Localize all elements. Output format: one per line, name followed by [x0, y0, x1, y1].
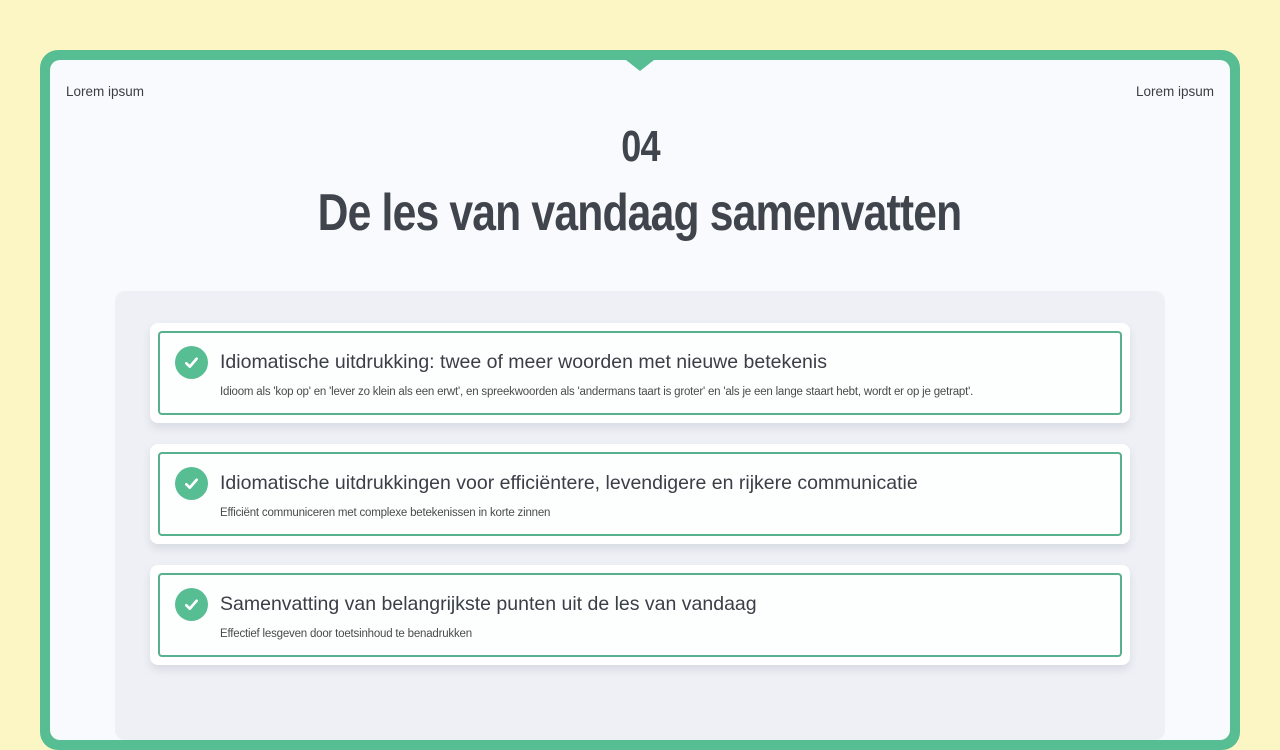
check-badge: [175, 467, 208, 500]
header-right-label: Lorem ipsum: [1135, 84, 1214, 99]
checklist-item-box: [158, 573, 1122, 657]
checklist-item-title: Idiomatische uitdrukkingen voor efficiëntere, levendigere en rijkere communicatie: [220, 472, 918, 494]
slide-number-row: [50, 122, 1230, 171]
check-icon: [182, 474, 201, 493]
checklist-item-description: Idioom als 'kop op' en 'lever zo klein als een erwt', en spreekwoorden als 'andermans taart is groter' en 'als je een lange staart hebt, wordt er op je getrapt'.: [220, 386, 974, 398]
checklist-item: [150, 444, 1130, 544]
header-left-label: Lorem ipsum: [66, 84, 145, 99]
slide-number: 04: [620, 122, 660, 171]
checklist-item: [150, 565, 1130, 665]
checklist-item-box: [158, 452, 1122, 536]
checklist-panel: [115, 291, 1165, 740]
slide-title: De les van vandaag samenvatten: [318, 184, 962, 242]
checklist-item-header: [175, 467, 1110, 500]
slide-card-body: [50, 60, 1230, 740]
checklist-item: [150, 323, 1130, 423]
checklist-item-title: Samenvatting van belangrijkste punten uit de les van vandaag: [220, 593, 757, 615]
checklist-item-description: Effectief lesgeven door toetsinhoud te benadrukken: [220, 628, 472, 640]
checklist-item-header: [175, 346, 1110, 379]
check-badge: [175, 588, 208, 621]
checklist-item-header: [175, 588, 1110, 621]
checklist-item-title: Idiomatische uitdrukking: twee of meer woorden met nieuwe betekenis: [220, 351, 827, 373]
check-icon: [182, 595, 201, 614]
checklist-item-box: [158, 331, 1122, 415]
notch-triangle-icon: [626, 60, 654, 71]
check-badge: [175, 346, 208, 379]
slide-title-row: [50, 184, 1230, 242]
check-icon: [182, 353, 201, 372]
checklist-item-description: Efficiënt communiceren met complexe betekenissen in korte zinnen: [220, 507, 551, 519]
slide-card: [40, 50, 1240, 750]
